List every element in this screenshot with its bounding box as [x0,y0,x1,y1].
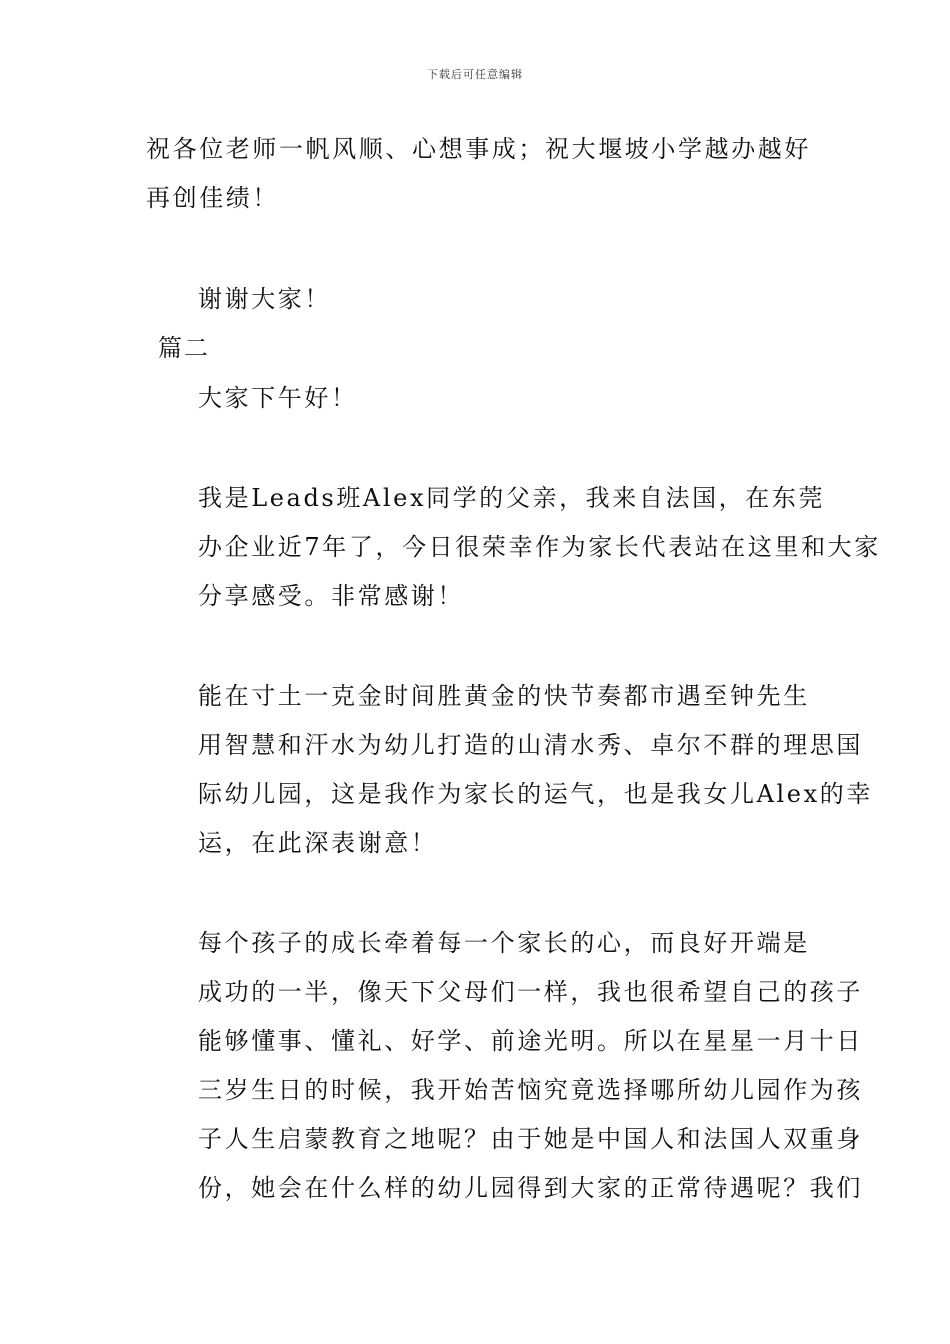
text-line: 我是Leads班Alex同学的父亲，我来自法国，在东莞 [198,484,826,512]
text-line: 运，在此深表谢意！ [198,829,438,857]
text-line: 份，她会在什么样的幼儿园得到大家的正常待遇呢？我们 [198,1174,863,1202]
gratitude-paragraph [146,672,873,868]
text-line: 际幼儿园，这是我作为家长的运气，也是我女儿Alex的幸 [198,780,873,808]
text-line: 三岁生日的时候，我开始苦恼究竟选择哪所幼儿园作为孩 [198,1076,863,1104]
growth-paragraph [146,919,863,1213]
text-line: 每个孩子的成长牵着每一个家长的心，而良好开端是 [198,929,810,957]
introduction-paragraph [146,474,881,621]
text-line: 能够懂事、懂礼、好学、前途光明。所以在星星一月十日 [198,1027,863,1055]
text-line: 祝各位老师一帆风顺、心想事成；祝大堰坡小学越办越好 [146,135,811,163]
text-line: 用智慧和汗水为幼儿打造的山清水秀、卓尔不群的理思国 [198,731,863,759]
text-line: 谢谢大家！ [198,285,331,313]
text-line: 分享感受。非常感谢！ [198,582,464,610]
text-line: 成功的一半，像天下父母们一样，我也很希望自己的孩子 [198,978,863,1006]
thanks-paragraph [146,275,806,324]
text-line: 办企业近7年了，今日很荣幸作为家长代表站在这里和大家 [198,533,881,561]
text-line: 子人生启蒙教育之地呢？由于她是中国人和法国人双重身 [198,1125,863,1153]
section-title: 篇二 [158,334,210,362]
text-line: 再创佳绩！ [146,184,279,212]
page-header: 下载后可任意编辑 [427,68,523,81]
text-line: 大家下午好！ [198,384,358,412]
greeting-paragraph [146,374,806,423]
text-line: 能在寸土一克金时间胜黄金的快节奏都市遇至钟先生 [198,682,810,710]
closing-wish-paragraph [146,125,811,223]
